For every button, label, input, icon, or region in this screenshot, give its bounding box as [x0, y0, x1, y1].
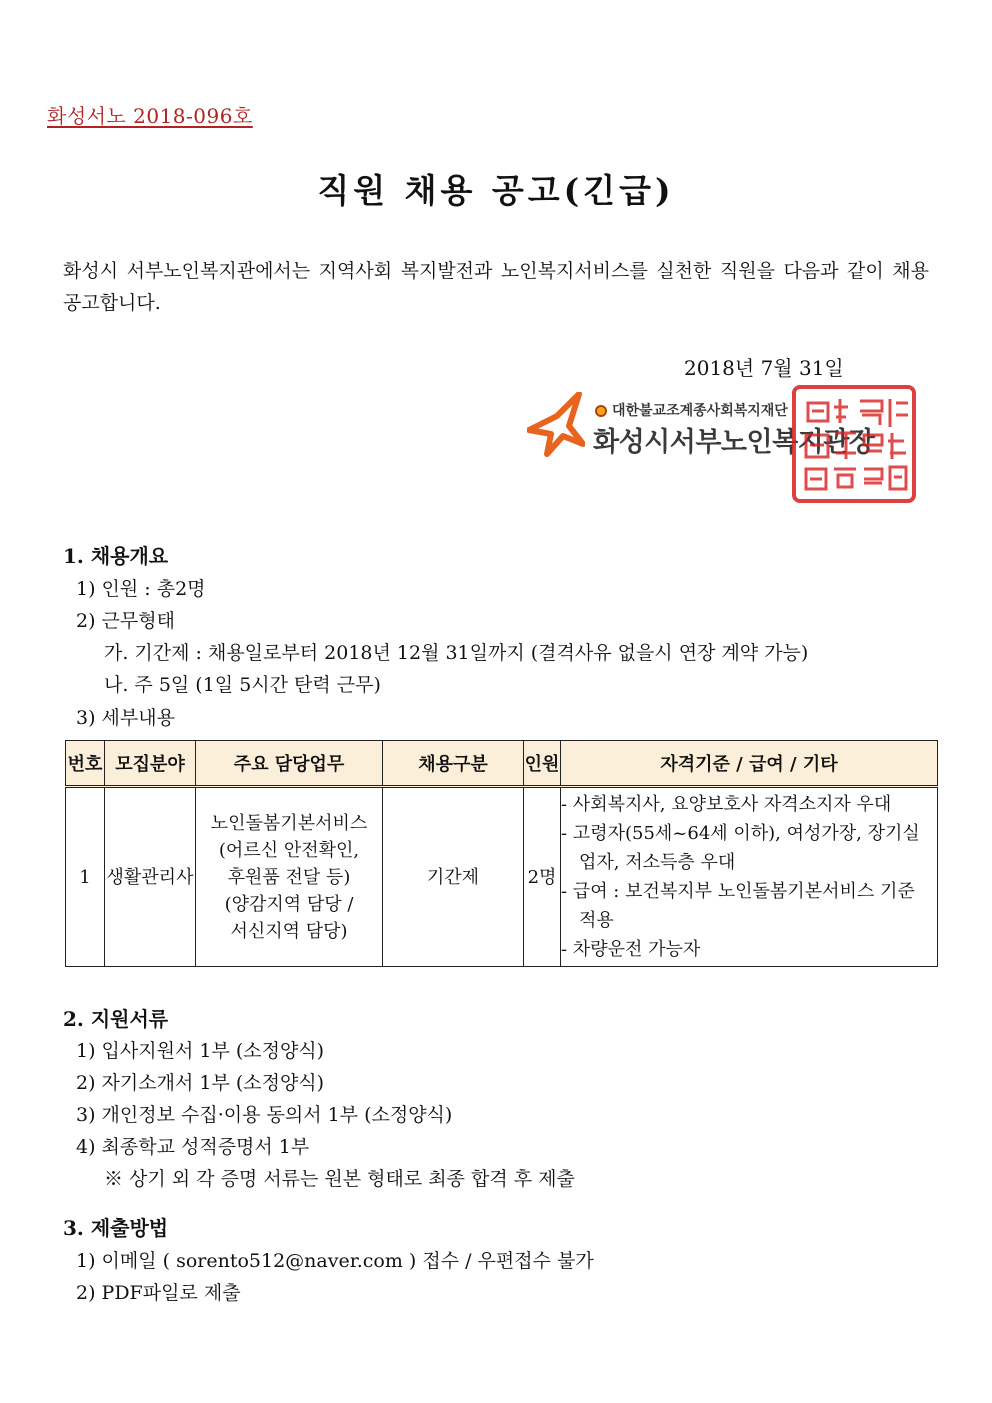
list-item: 2) 근무형태 — [76, 610, 175, 632]
list-item: 1) 이메일 ( sorento512@naver.com ) 접수 / 우편접수 불가 — [76, 1250, 594, 1272]
cell-headcount: 2명 — [524, 787, 561, 967]
list-item: 나. 주 5일 (1일 5시간 탄력 근무) — [104, 674, 381, 696]
qualification-item: - 급여 : 보건복지부 노인돌봄기본서비스 기준 적용 — [561, 881, 915, 931]
announcement-date: 2018년 7월 31일 — [684, 356, 844, 380]
list-item: 3) 개인정보 수집·이용 동의서 1부 (소정양식) — [76, 1104, 453, 1126]
table-header-row — [66, 741, 938, 787]
page-title: 직원 채용 공고(긴급) — [317, 171, 675, 210]
header-cell: 주요 담당업무 — [196, 741, 383, 787]
duty-line: 서신지역 담당) — [230, 920, 348, 942]
qualification-item: - 고령자(55세~64세 이하), 여성가장, 장기실업자, 저소득층 우대 — [561, 823, 920, 873]
section-heading-documents: 2. 지원서류 — [63, 1007, 169, 1031]
details-table — [65, 740, 938, 967]
header-cell: 인원 — [524, 741, 561, 787]
list-item: 4) 최종학교 성적증명서 1부 — [76, 1136, 310, 1158]
duty-line: 노인돌봄기본서비스 — [210, 812, 368, 834]
list-item: 가. 기간제 : 채용일로부터 2018년 12월 31일까지 (결격사유 없을시 연장 계약 가능) — [104, 642, 809, 664]
cell-duties — [196, 787, 383, 967]
list-item: 2) 자기소개서 1부 (소정양식) — [76, 1072, 325, 1094]
logo-star-icon — [527, 392, 585, 458]
cell-employment-type: 기간제 — [383, 787, 524, 967]
logo-organization-text: 대한불교조계종사회복지재단 — [612, 403, 788, 419]
logo-institution-name: 화성시서부노인복지관장 — [593, 427, 875, 458]
list-item: 2) PDF파일로 제출 — [76, 1282, 241, 1304]
duty-line: (어르신 안전확인, — [218, 839, 360, 861]
cell-number: 1 — [66, 787, 105, 967]
logo-organization — [595, 400, 788, 420]
duty-line: 후원품 전달 등) — [227, 866, 351, 888]
note-item: ※ 상기 외 각 증명 서류는 원본 형태로 최종 합격 후 제출 — [104, 1168, 575, 1190]
section-heading-submission: 3. 제출방법 — [63, 1216, 169, 1240]
document-number: 화성서노 2018-096호 — [47, 104, 253, 128]
header-cell: 모집분야 — [105, 741, 196, 787]
official-seal-icon — [790, 383, 918, 505]
qualification-item: - 차량운전 가능자 — [561, 939, 701, 960]
header-cell: 자격기준 / 급여 / 기타 — [561, 741, 938, 787]
cell-field: 생활관리사 — [105, 787, 196, 967]
section-heading-overview: 1. 채용개요 — [63, 544, 169, 568]
duty-line: (양감지역 담당 / — [224, 893, 354, 915]
intro-paragraph: 화성시 서부노인복지관에서는 지역사회 복지발전과 노인복지서비스를 실천한 직원을 다음과 같이 채용 공고합니다. — [63, 260, 929, 314]
header-cell: 채용구분 — [383, 741, 524, 787]
cell-qualifications — [561, 787, 938, 967]
qualification-item: - 사회복지사, 요양보호사 자격소지자 우대 — [561, 794, 892, 815]
table-row — [66, 787, 938, 967]
list-item: 1) 입사지원서 1부 (소정양식) — [76, 1040, 325, 1062]
list-item: 3) 세부내용 — [76, 707, 175, 729]
header-cell: 번호 — [66, 741, 105, 787]
foundation-emblem-icon — [595, 405, 607, 417]
list-item: 1) 인원 : 총2명 — [76, 578, 206, 600]
